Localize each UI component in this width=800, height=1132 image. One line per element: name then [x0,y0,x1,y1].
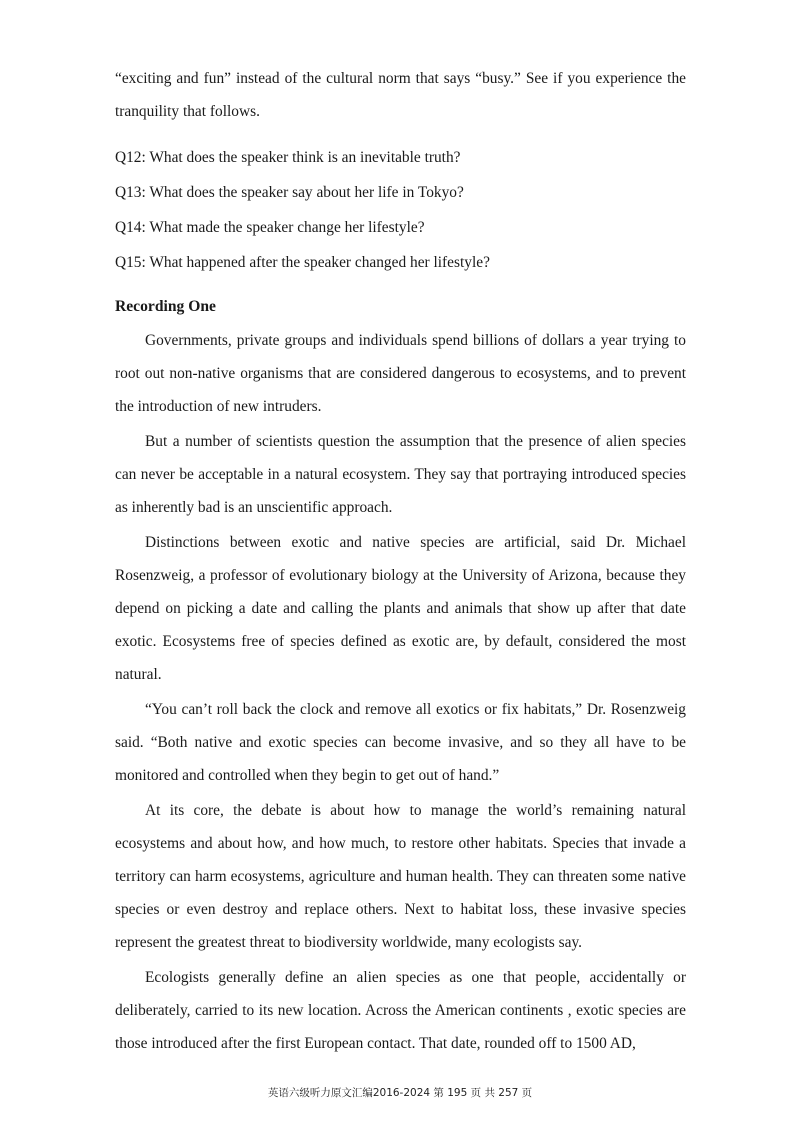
question-q12: Q12: What does the speaker think is an inevitable truth? [115,149,461,166]
body-paragraph-6: Ecologists generally define an alien species as one that people, accidentally or deliberately, carried to its new location. Across the American continents , exotic species are those introduced after the first European contact. That date, rounded off to 1500 AD, [115,969,686,1052]
page-footer: 英语六级听力原文汇编2016-2024 第 195 页 共 257 页 [267,1087,533,1099]
body-paragraph-1: Governments, private groups and individuals spend billions of dollars a year trying to root out non-native organisms that are considered dangerous to ecosystems, and to prevent the introduction of new intruders. [115,332,686,415]
intro-paragraph: “exciting and fun” instead of the cultural norm that says “busy.” See if you experience the tranquility that follows. [115,70,686,120]
body-paragraph-4: “You can’t roll back the clock and remove all exotics or fix habitats,” Dr. Rosenzweig said. “Both native and exotic species can become invasive, and so they all have to be monitored and controlled when they begin to get out of hand.” [115,701,686,784]
body-paragraph-2: But a number of scientists question the assumption that the presence of alien species can never be acceptable in a natural ecosystem. They say that portraying introduced species as inherently bad is an unscientific approach. [115,433,686,516]
document-page [115,62,686,1060]
question-q15: Q15: What happened after the speaker changed her lifestyle? [115,254,490,271]
body-paragraph-5: At its core, the debate is about how to manage the world’s remaining natural ecosystems and about how, and how much, to restore other habitats. Species that invade a territory can harm ecosystems, agriculture and human health. They can threaten some native species or even destroy and replace others. Next to habitat loss, these invasive species represent the greatest threat to biodiversity worldwide, many ecologists say. [115,802,686,951]
question-q13: Q13: What does the speaker say about her life in Tokyo? [115,184,464,201]
question-list [115,140,686,280]
recording-body [115,324,686,1060]
question-q14: Q14: What made the speaker change her lifestyle? [115,219,425,236]
body-paragraph-3: Distinctions between exotic and native species are artificial, said Dr. Michael Rosenzweig, a professor of evolutionary biology at the University of Arizona, because they depend on picking a date and calling the plants and animals that show up after that date exotic. Ecosystems free of species defined as exotic are, by default, considered the most natural. [115,534,686,683]
section-heading: Recording One [115,298,216,315]
